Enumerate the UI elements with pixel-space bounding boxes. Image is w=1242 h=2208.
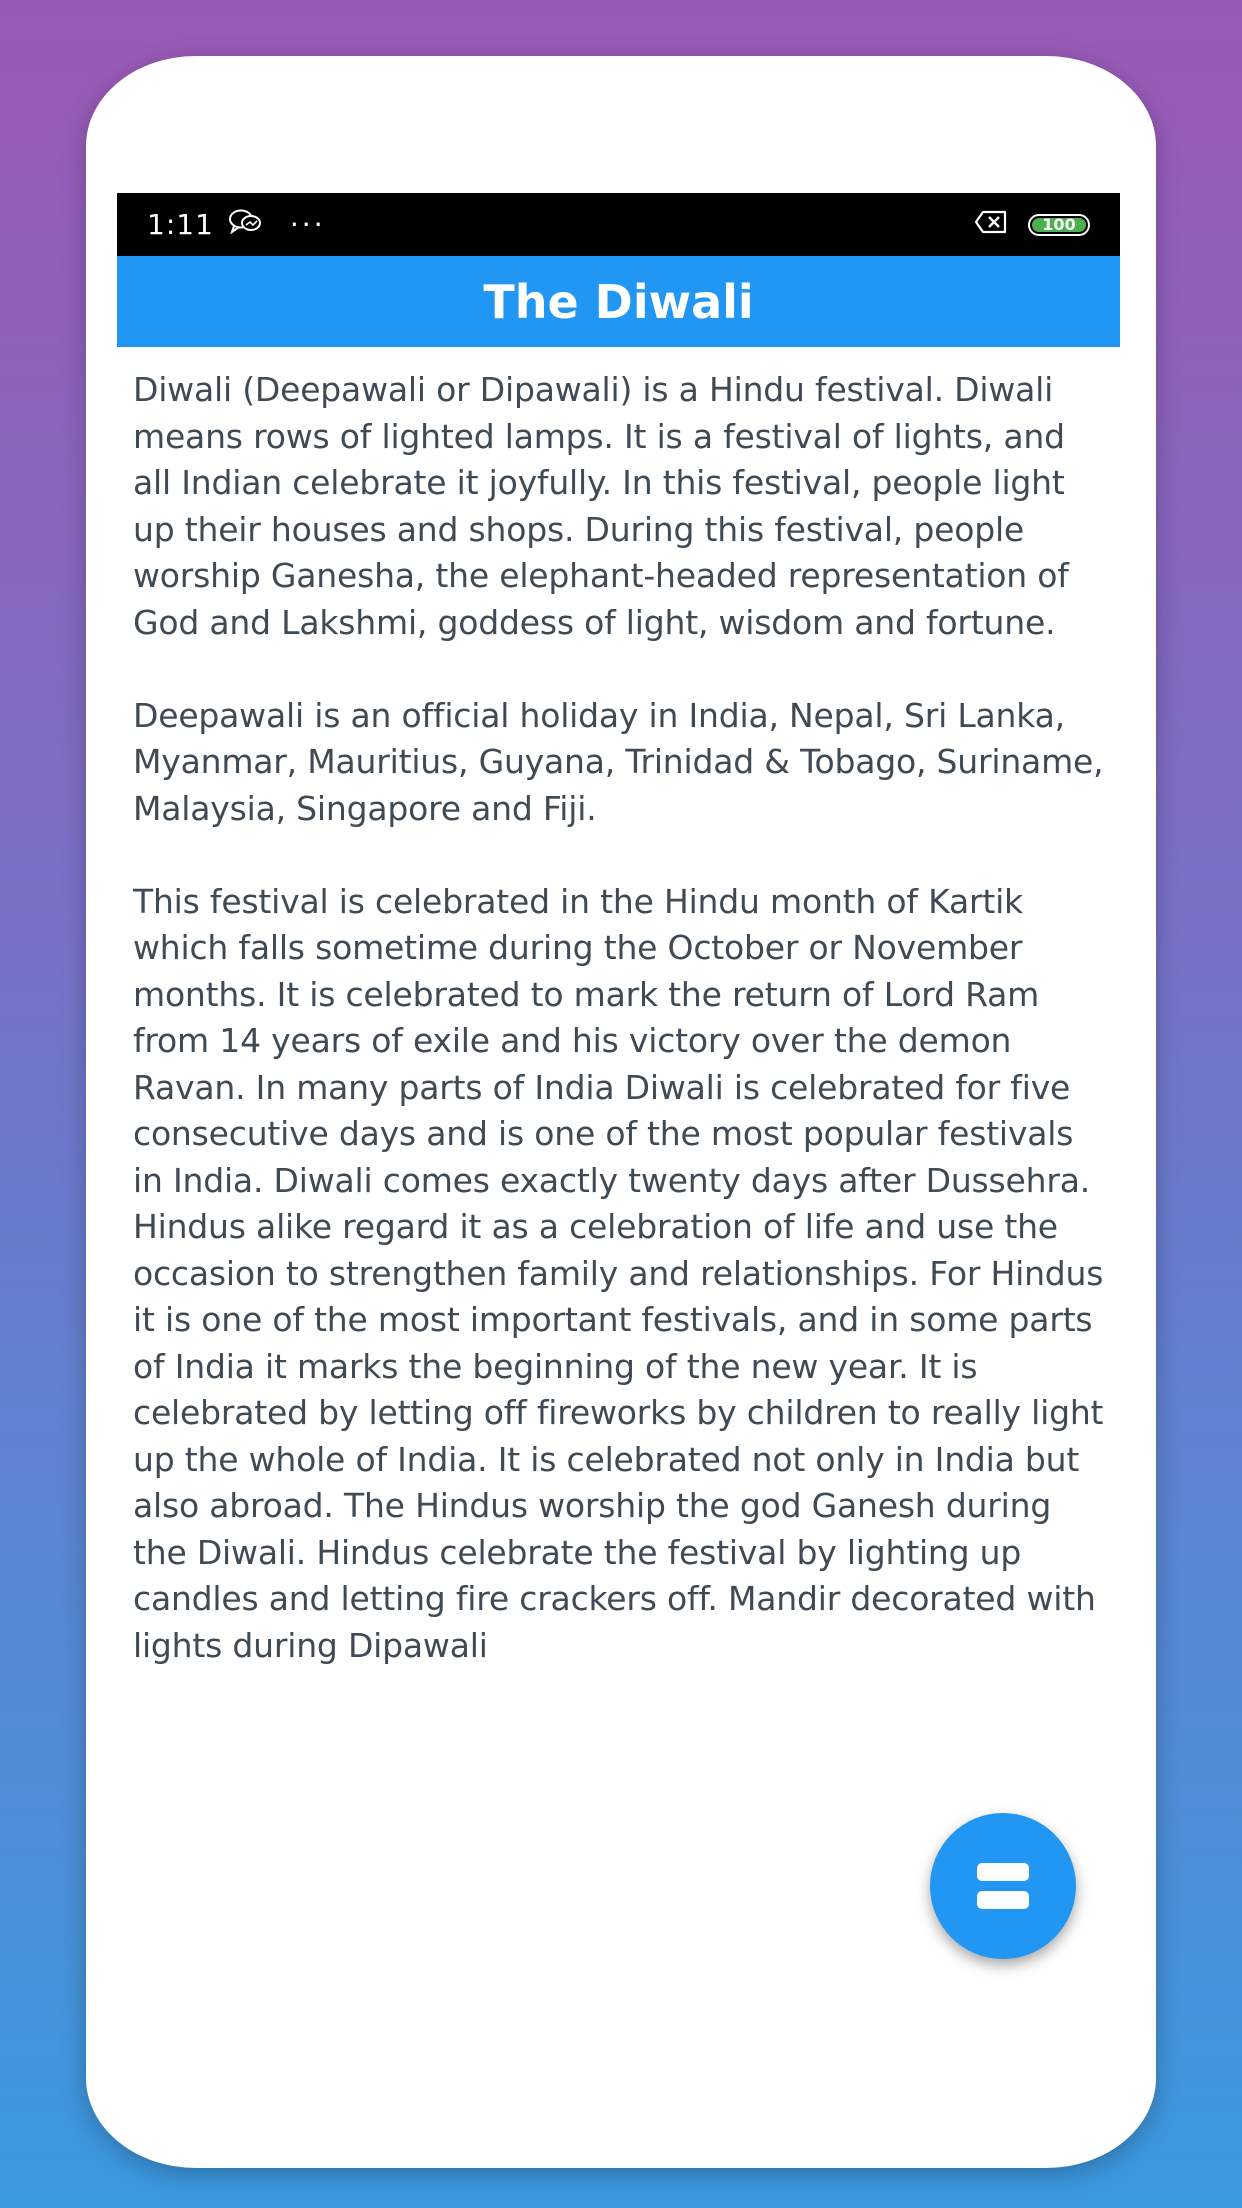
app-bar xyxy=(117,256,1120,347)
article-paragraph: This festival is celebrated in the Hindu month of Kartik which falls sometime during the October or November months. It is celebrated to mark the return of Lord Ram from 14 years of exile and his victory over the demon Ravan. In many parts of India Diwali is celebrated for five consecutive days and is one of the most popular festivals in India. Diwali comes exactly twenty days after Dussehra. Hindus alike regard it as a celebration of life and use the occasion to strengthen family and relationships. For Hindus it is one of the most important festivals, and in some parts of India it marks the beginning of the new year. It is celebrated by letting off fireworks by children to really light up the whole of India. It is celebrated not only in India but also abroad. The Hindus worship the god Ganesh during the Diwali. Hindus celebrate the festival by lighting up candles and letting fire crackers off. Mandir decorated with lights during Dipawali xyxy=(133,881,1104,1665)
article-paragraph: Deepawali is an official holiday in India, Nepal, Sri Lanka, Myanmar, Mauritius, Guyana, Trinidad & Tobago, Suriname, Malaysia, Singapore and Fiji. xyxy=(133,695,1104,828)
menu-bars-icon xyxy=(977,1863,1029,1909)
chat-bubbles-icon xyxy=(228,208,262,241)
page-title: The Diwali xyxy=(483,274,754,329)
no-sim-icon xyxy=(974,208,1008,241)
status-right xyxy=(974,208,1090,241)
status-left xyxy=(147,208,974,241)
article-content[interactable] xyxy=(117,347,1120,1669)
app-screen xyxy=(117,193,1120,1963)
more-notifications-dots: ··· xyxy=(289,208,326,241)
battery-icon xyxy=(1028,214,1090,236)
status-bar xyxy=(117,193,1120,256)
status-time: 1:11 xyxy=(147,208,214,241)
article-paragraph: Diwali (Deepawali or Dipawali) is a Hindu festival. Diwali means rows of lighted lamps. It is a festival of lights, and all Indian celebrate it joyfully. In this festival, people light up their houses and shops. During this festival, people worship Ganesha, the elephant-headed representation of God and Lakshmi, goddess of light, wisdom and fortune. xyxy=(133,370,1069,642)
battery-level: 100 xyxy=(1042,215,1076,234)
menu-fab-button[interactable] xyxy=(930,1813,1076,1959)
